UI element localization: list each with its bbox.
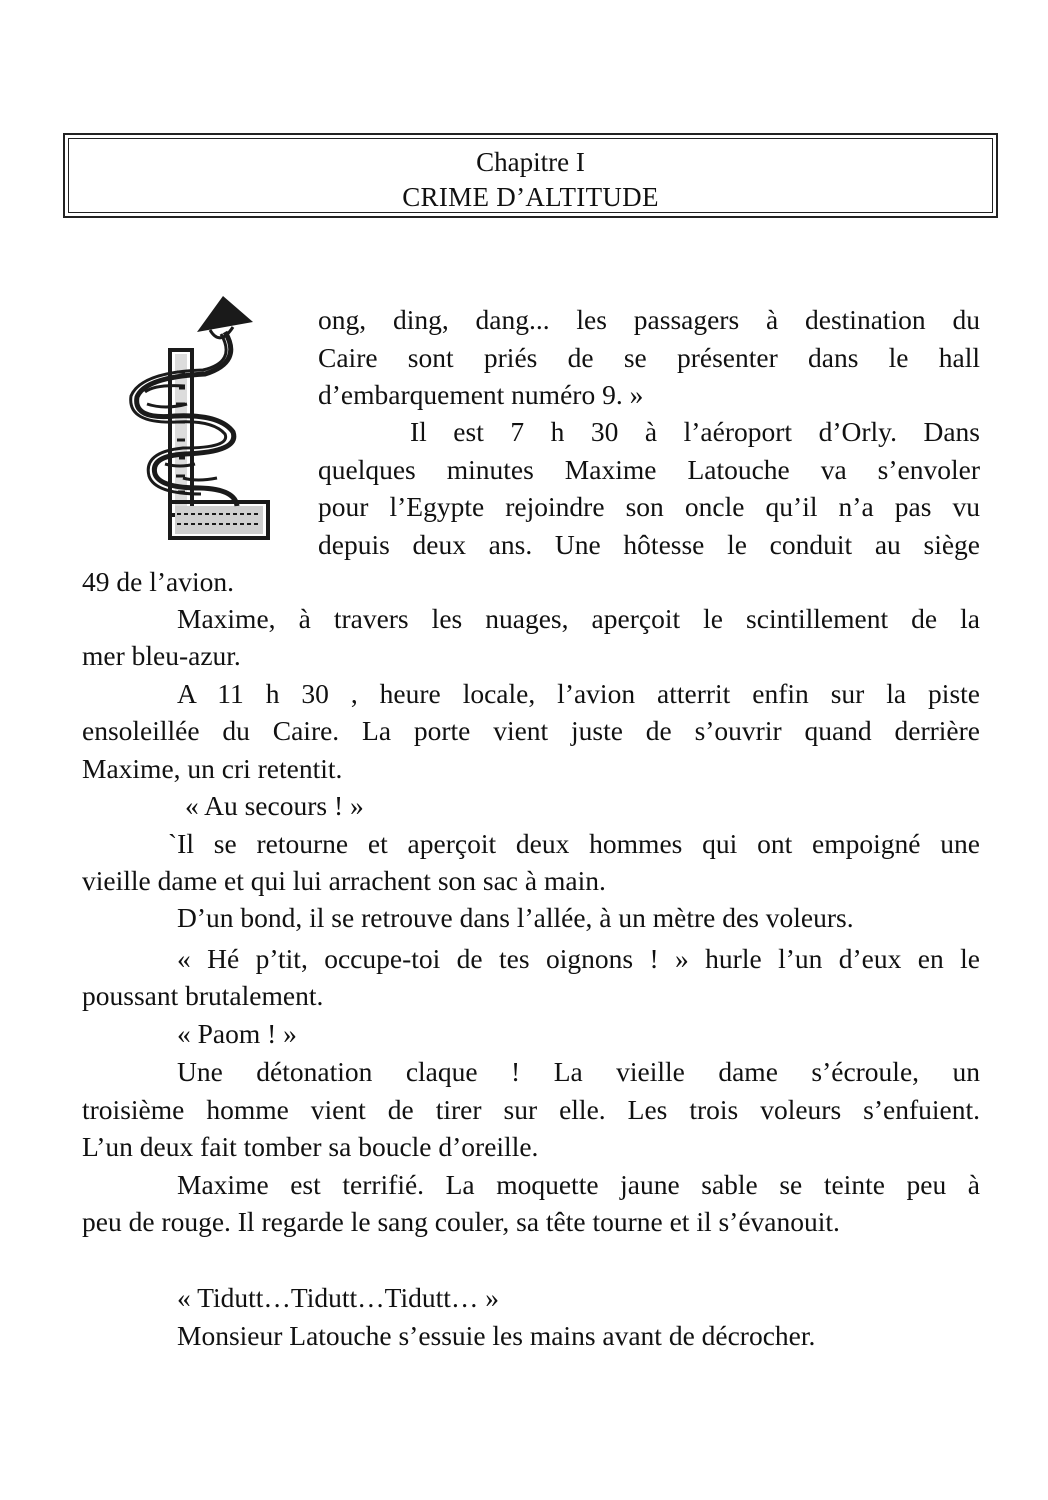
text-line: `Il se retourne et aperçoit deux hommes qui ont empoigné une (168, 828, 980, 859)
chapter-title: CRIME D’ALTITUDE (402, 182, 659, 212)
text-line: L’un deux fait tomber sa boucle d’oreille. (82, 1131, 539, 1162)
text-line: Maxime, un cri retentit. (82, 753, 343, 784)
text-line: pour l’Egypte rejoindre son oncle qu’il n’a pas vu (318, 491, 980, 522)
text-line: vieille dame et qui lui arrachent son sac à main. (82, 865, 606, 896)
text-line: « Paom ! » (177, 1018, 297, 1049)
text-line: Il est 7 h 30 à l’aéroport d’Orly. Dans (410, 416, 980, 447)
text-line: poussant brutalement. (82, 980, 324, 1011)
text-line: 49 de l’avion. (82, 566, 234, 597)
text-line: peu de rouge. Il regarde le sang couler, sa tête tourne et il s’évanouit. (82, 1206, 840, 1237)
text-line: quelques minutes Maxime Latouche va s’envoler (318, 454, 980, 485)
text-line: D’un bond, il se retrouve dans l’allée, à un mètre des voleurs. (177, 902, 854, 933)
chapter-heading-box (63, 133, 998, 218)
text-line: ong, ding, dang... les passagers à destination du (318, 304, 980, 335)
text-line: « Tidutt…Tidutt…Tidutt… » (177, 1282, 500, 1313)
text-line: Maxime est terrifié. La moquette jaune sable se teinte peu à (177, 1169, 980, 1200)
text-line: mer bleu-azur. (82, 640, 241, 671)
text-line: Une détonation claque ! La vieille dame s’écroule, un (177, 1056, 980, 1087)
text-line: Monsieur Latouche s’essuie les mains avant de décrocher. (177, 1320, 816, 1351)
text-line: Caire sont priés de se présenter dans le hall (318, 342, 980, 373)
text-line: ensoleillée du Caire. La porte vient juste de s’ouvrir quand derrière (82, 715, 980, 746)
text-line: Maxime, à travers les nuages, aperçoit le scintillement de la (177, 603, 980, 634)
text-line: A 11 h 30 , heure locale, l’avion atterrit enfin sur la piste (177, 678, 980, 709)
text-line: depuis deux ans. Une hôtesse le conduit au siège (318, 529, 980, 560)
text-line: « Au secours ! » (185, 790, 364, 821)
decorative-drop-cap-icon (125, 292, 275, 552)
chapter-number: Chapitre I (476, 147, 585, 177)
text-line: « Hé p’tit, occupe-toi de tes oignons ! » hurle l’un d’eux en le (177, 943, 980, 974)
text-line: troisième homme vient de tirer sur elle. Les trois voleurs s’enfuient. (82, 1094, 980, 1125)
text-line: d’embarquement numéro 9. » (318, 379, 644, 410)
